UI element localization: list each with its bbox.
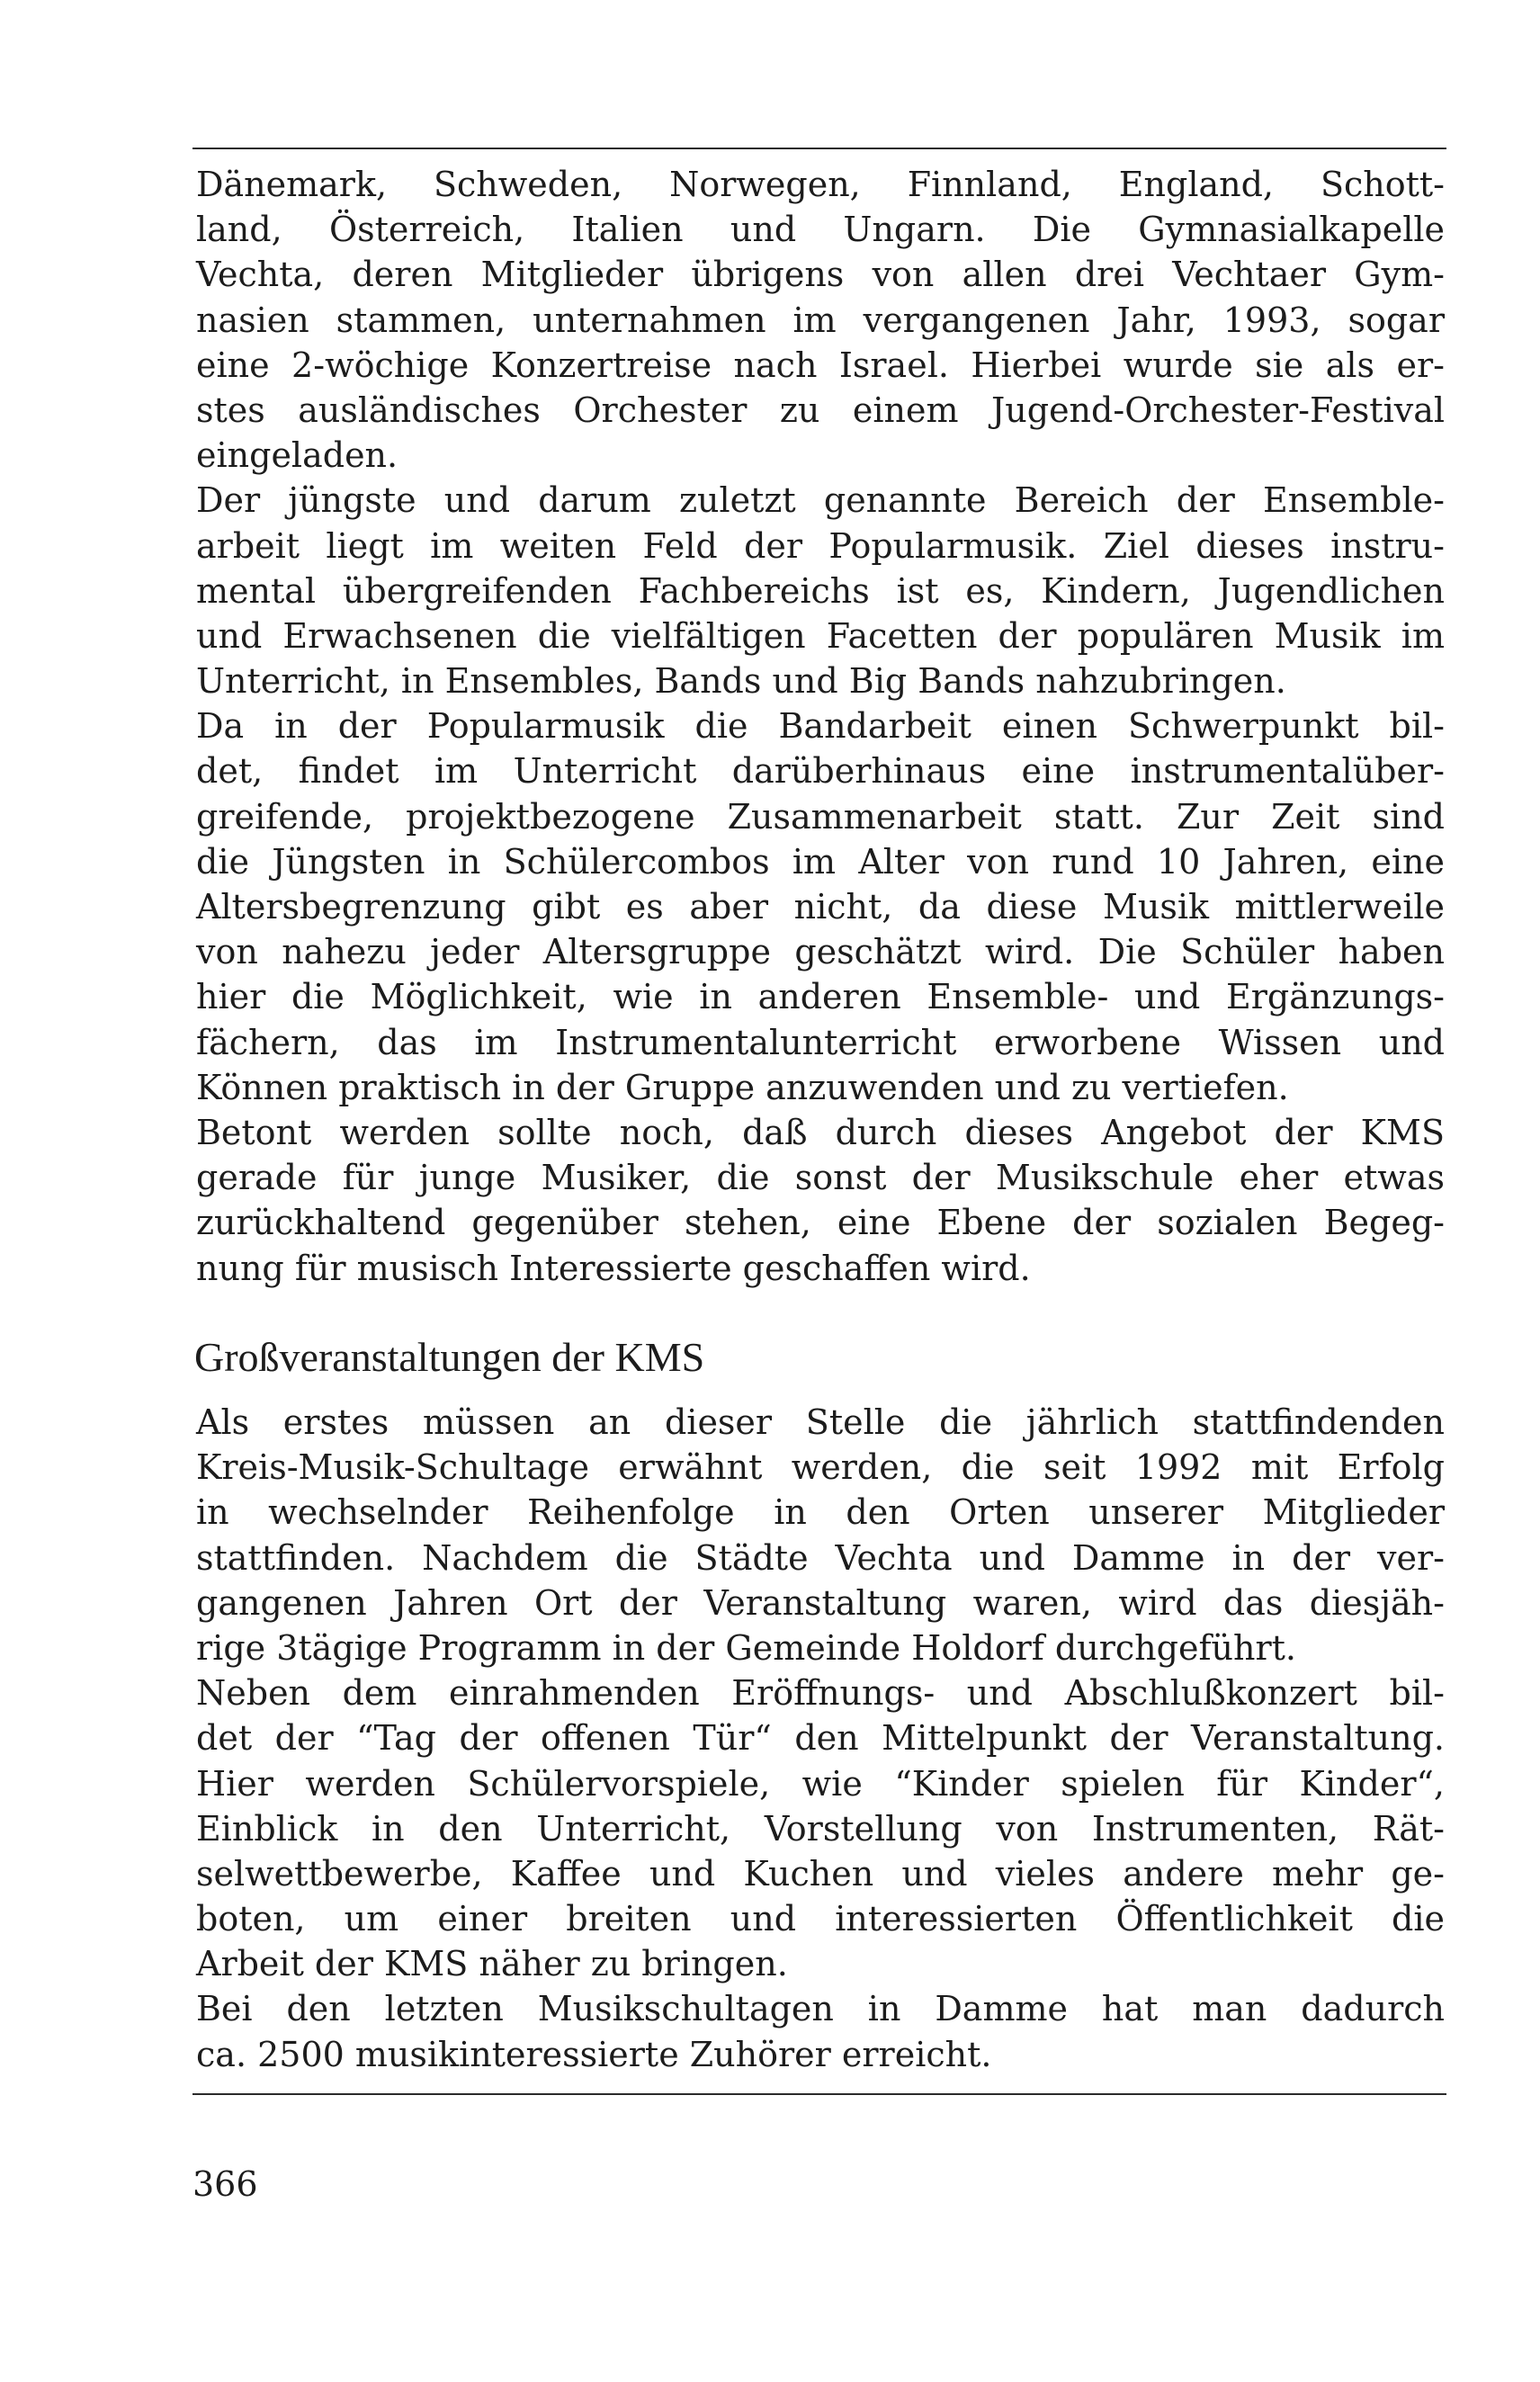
text-line: fächern, das im Instrumentalunterricht erworbene Wissen und (196, 1022, 1445, 1062)
text-line: Dänemark, Schweden, Norwegen, Finnland, England, Schott- (196, 165, 1445, 204)
paragraph (196, 1670, 1445, 1986)
text-line: Können praktisch in der Gruppe anzuwenden und zu vertiefen. (196, 1067, 1289, 1107)
text-line: zurückhaltend gegenüber stehen, eine Ebene der sozialen Begeg- (196, 1203, 1445, 1243)
section-heading: Großveranstaltungen der KMS (194, 1334, 705, 1380)
text-line: greifende, projektbezogene Zusammenarbeit statt. Zur Zeit sind (196, 796, 1445, 837)
text-line: boten, um einer breiten und interessierten Öffentlichkeit die (196, 1899, 1445, 1939)
text-line: Altersbegrenzung gibt es aber nicht, da diese Musik mittlerweile (196, 887, 1445, 927)
page-number: 366 (192, 2164, 258, 2204)
text-line: und Erwachsenen die vielfältigen Facetten der populären Musik im (196, 615, 1445, 656)
text-line: Kreis-Musik-Schultage erwähnt werden, die seit 1992 mit Erfolg (196, 1447, 1445, 1488)
text-line: land, Österreich, Italien und Ungarn. Die Gymnasialkapelle (196, 210, 1445, 250)
bottom-rule (192, 2093, 1446, 2095)
text-line: nung für musisch Interessierte geschaffen wird. (196, 1248, 1031, 1288)
text-line: eingeladen. (196, 435, 398, 476)
text-line: eine 2-wöchige Konzertreise nach Israel. Hierbei wurde sie als er- (196, 345, 1445, 385)
text-line: Hier werden Schülervorspiele, wie “Kinder spielen für Kinder“, (196, 1763, 1445, 1804)
text-line: stattfinden. Nachdem die Städte Vechta und Damme in der ver- (196, 1537, 1445, 1578)
paragraph (196, 1400, 1445, 1670)
paragraph (196, 162, 1445, 478)
text-line: Da in der Popularmusik die Bandarbeit einen Schwerpunkt bil- (196, 706, 1445, 747)
text-line: die Jüngsten in Schülercombos im Alter von rund 10 Jahren, eine (196, 841, 1445, 882)
text-line: Als erstes müssen an dieser Stelle die jährlich stattfindenden (196, 1402, 1445, 1442)
text-line: Einblick in den Unterricht, Vorstellung von Instrumenten, Rät- (196, 1808, 1445, 1849)
text-line: ca. 2500 musikinteressierte Zuhörer erreicht. (196, 2034, 992, 2074)
text-line: Bei den letzten Musikschultagen in Damme hat man dadurch (196, 1989, 1445, 2029)
body-text-upper (196, 162, 1445, 1291)
body-text-lower (196, 1400, 1445, 2077)
paragraph (196, 703, 1445, 1110)
paragraph (196, 1110, 1445, 1291)
text-line: hier die Möglichkeit, wie in anderen Ensemble- und Ergänzungs- (196, 977, 1445, 1017)
text-line: von nahezu jeder Altersgruppe geschätzt wird. Die Schüler haben (196, 932, 1445, 972)
paragraph (196, 478, 1445, 703)
text-line: gerade für junge Musiker, die sonst der Musikschule eher etwas (196, 1158, 1445, 1198)
text-line: Betont werden sollte noch, daß durch dieses Angebot der KMS (196, 1112, 1445, 1152)
text-line: in wechselnder Reihenfolge in den Orten unserer Mitglieder (196, 1492, 1445, 1533)
top-rule (192, 148, 1446, 149)
text-line: mental übergreifenden Fachbereichs ist es, Kindern, Jugendlichen (196, 570, 1445, 611)
text-line: arbeit liegt im weiten Feld der Popularmusik. Ziel dieses instru- (196, 525, 1445, 566)
text-line: Vechta, deren Mitglieder übrigens von allen drei Vechtaer Gym- (196, 255, 1445, 295)
text-line: rige 3tägige Programm in der Gemeinde Holdorf durchgeführt. (196, 1627, 1296, 1668)
text-line: stes ausländisches Orchester zu einem Jugend-Orchester-Festival (196, 390, 1445, 430)
text-line: selwettbewerbe, Kaffee und Kuchen und vieles andere mehr ge- (196, 1853, 1445, 1894)
text-line: Arbeit der KMS näher zu bringen. (196, 1944, 788, 1984)
text-line: Unterricht, in Ensembles, Bands und Big Bands nahzubringen. (196, 661, 1286, 702)
paragraph (196, 1986, 1445, 2076)
text-line: Neben dem einrahmenden Eröffnungs- und Abschlußkonzert bil- (196, 1673, 1445, 1714)
text-line: det, findet im Unterricht darüberhinaus eine instrumentalüber- (196, 751, 1445, 792)
text-line: det der “Tag der offenen Tür“ den Mittelpunkt der Veranstaltung. (196, 1718, 1445, 1759)
text-line: gangenen Jahren Ort der Veranstaltung waren, wird das diesjäh- (196, 1582, 1445, 1623)
text-line: Der jüngste und darum zuletzt genannte Bereich der Ensemble- (196, 480, 1445, 521)
text-line: nasien stammen, unternahmen im vergangenen Jahr, 1993, sogar (196, 300, 1445, 340)
